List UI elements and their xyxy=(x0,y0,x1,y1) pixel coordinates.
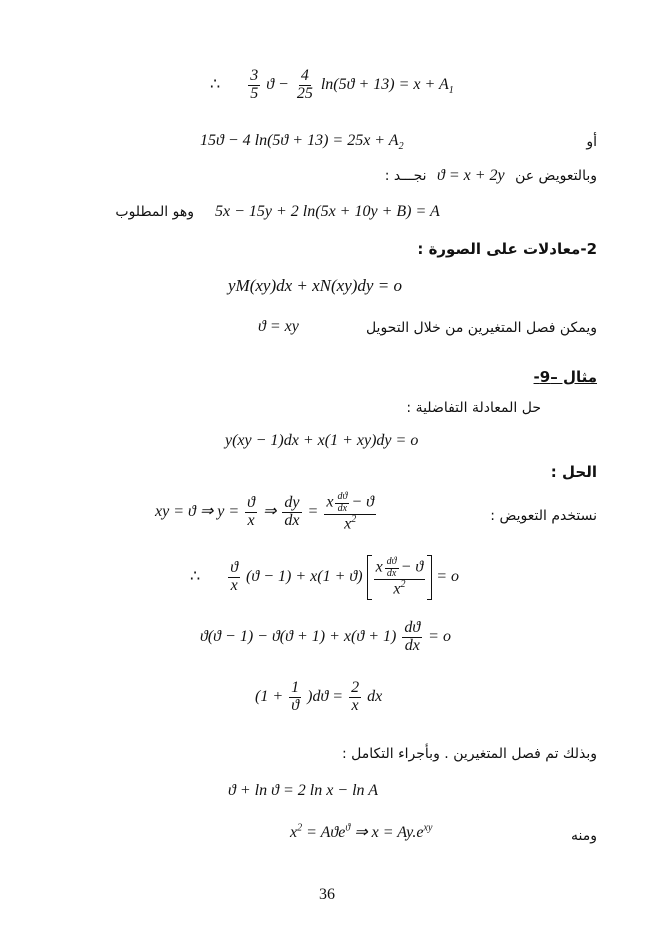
fraction: $\frac{4}{25}$ xyxy=(296,67,313,102)
equation-13: ∴ $\frac{ϑ}{x}$ (ϑ − 1) + x(1 + ϑ) x $\frac{dϑ}{dx}$ − ϑ $x^2$ = o xyxy=(190,555,459,600)
separation-text: وبذلك تم فصل المتغيرين . وبأجراء التكامل : xyxy=(341,746,597,762)
use-substitution-text: نستخدم التعويض : xyxy=(490,508,597,524)
equation-7: ϑ = xy xyxy=(258,318,299,335)
transform-text: ويمكن فصل المتغيرين من خلال التحويل xyxy=(365,320,597,336)
equation-10: y(xy − 1)dx + x(1 + xy)dy = o xyxy=(225,432,419,449)
equation-17: ϑ + ln ϑ = 2 ln x − ln A xyxy=(228,782,379,799)
equation-1: ∴ $\frac{3}{5}$ ϑ − $\frac{4}{25}$ $\ln(5ϑ + 13) = x + A_1$ xyxy=(210,67,454,102)
solution-heading: الحل : xyxy=(550,463,597,481)
page-number: 36 xyxy=(319,886,335,903)
text-hence: ومنه xyxy=(571,828,597,844)
substitution-text: وبالتعويض عن ϑ = x + 2y نجـــد : xyxy=(384,167,597,184)
example-heading: مثال –9- xyxy=(533,368,597,386)
section-heading: 2-معادلات على الصورة : xyxy=(417,240,597,258)
equation-12: xy = ϑ ⇒ y = $\frac{ϑ}{x}$ ⇒ $\frac{dy}{dx}$ = x $\frac{dϑ}{dx}$ − ϑ $x^2$ xyxy=(155,491,375,533)
therefore-symbol: ∴ xyxy=(210,75,221,93)
bracket-expression: x $\frac{dϑ}{dx}$ − ϑ $x^2$ xyxy=(367,555,433,600)
fraction: $\frac{3}{5}$ xyxy=(250,67,259,102)
equation-15: (1 + $\frac{1}{ϑ}$ )dϑ = $\frac{2}{x}$ dx xyxy=(255,679,383,714)
solve-text: حل المعادلة التفاضلية : xyxy=(406,400,541,416)
equation-14: ϑ(ϑ − 1) − ϑ(ϑ + 1) + x(ϑ + 1) $\frac{dϑ}{dx}$ = o xyxy=(200,619,451,654)
equation-18: $x^2 = Aϑe^ϑ$ ⇒ $x = Ay.e^{xy}$ xyxy=(290,822,433,841)
equation-2: 15ϑ − 4 $\ln(5ϑ + 13) = 25x + A_2$ xyxy=(200,132,404,153)
text-or: أو xyxy=(586,134,597,150)
equation-6: yM(xy)dx + xN(xy)dy = o xyxy=(228,276,402,295)
equation-4: 5x − 15y + 2 ln(5x + 10y + B) = A xyxy=(215,203,440,220)
text-required: وهو المطلوب xyxy=(115,204,194,220)
